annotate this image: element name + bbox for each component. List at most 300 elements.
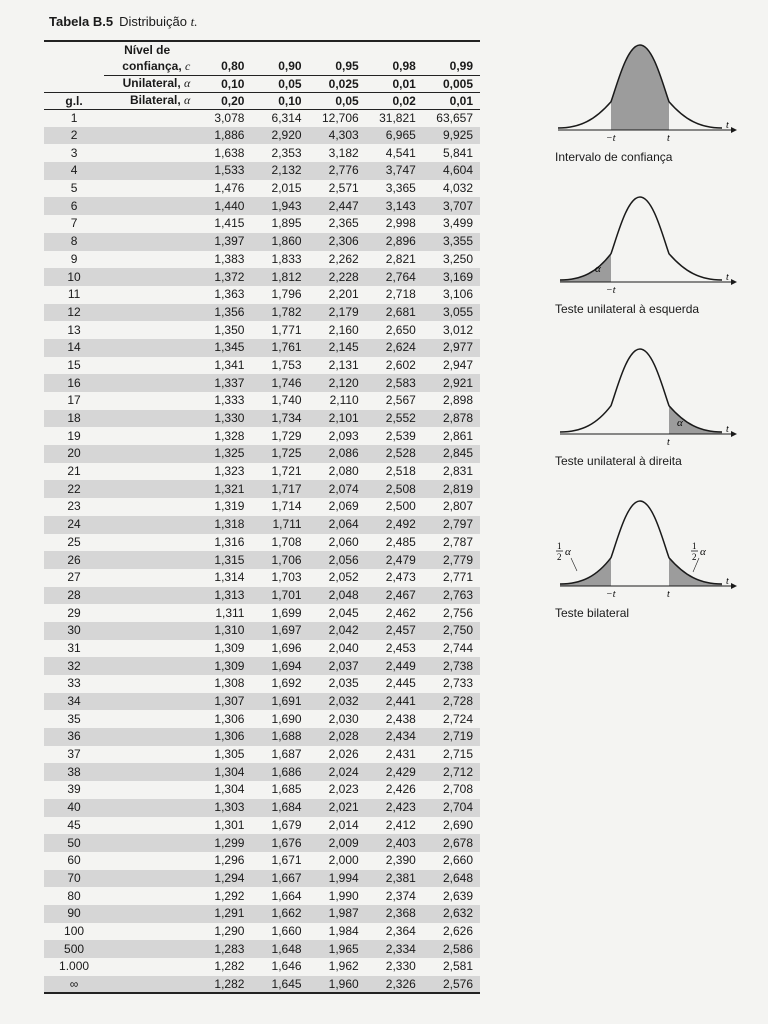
spacer-cell <box>104 534 194 552</box>
spacer-cell <box>104 197 194 215</box>
confidence-interval-diagram <box>555 40 765 164</box>
critical-value-cell: 2,571 <box>328 181 359 196</box>
critical-value-cell: 1,307 <box>194 693 251 711</box>
critical-value-cell: 2,026 <box>328 747 359 762</box>
table-row <box>44 339 480 357</box>
critical-value-cell: 1,679 <box>271 817 302 832</box>
axis-label: t <box>726 120 729 131</box>
spacer-cell <box>104 180 194 198</box>
table-row <box>44 180 480 198</box>
nivel-value: 0,95 <box>335 59 359 74</box>
critical-value-cell: 1,671 <box>271 853 302 868</box>
table-row <box>44 427 480 445</box>
spacer-cell <box>104 445 194 463</box>
critical-value-cell: 3,078 <box>214 110 245 125</box>
table-row <box>44 887 480 905</box>
gl-cell: 39 <box>67 782 81 797</box>
critical-value-cell: 2,374 <box>385 888 416 903</box>
critical-value-cell: 1,316 <box>214 534 245 549</box>
spacer-cell <box>104 604 194 622</box>
spacer-cell <box>104 251 194 269</box>
critical-value-cell: 2,434 <box>366 728 423 746</box>
critical-value-cell: 5,841 <box>442 145 473 160</box>
critical-value-cell: 1,313 <box>194 587 251 605</box>
axis-arrow-icon <box>731 279 737 285</box>
bilateral-diagram <box>555 496 765 620</box>
spacer-cell <box>104 162 194 180</box>
spacer-cell <box>104 799 194 817</box>
gl-cell: 31 <box>67 640 81 655</box>
critical-value-cell: 1,994 <box>309 870 366 888</box>
gl-cell: 38 <box>44 763 104 781</box>
critical-value-cell: 1,965 <box>309 940 366 958</box>
critical-value-cell: 2,845 <box>423 445 480 463</box>
critical-value-cell: 1,796 <box>271 287 302 302</box>
unilateral-value: 0,005 <box>423 75 480 92</box>
critical-value-cell: 1,314 <box>214 570 245 585</box>
critical-value-cell: 2,447 <box>309 197 366 215</box>
page-title <box>49 14 197 30</box>
critical-value-cell: 2,539 <box>385 428 416 443</box>
critical-value-cell: 2,947 <box>442 357 473 372</box>
critical-value-cell: 2,639 <box>442 888 473 903</box>
critical-value-cell: 2,715 <box>442 747 473 762</box>
table-row <box>44 268 480 286</box>
critical-value-cell: 1,291 <box>194 905 251 923</box>
gl-cell: 22 <box>44 480 104 498</box>
pos-t-label: t <box>667 589 670 600</box>
critical-value-cell: 1,638 <box>214 145 245 160</box>
critical-value-cell: 1,318 <box>194 516 251 534</box>
critical-value-cell: 2,262 <box>328 251 359 266</box>
gl-cell: 2 <box>44 127 104 145</box>
critical-value-cell: 2,764 <box>366 268 423 286</box>
axis-label: t <box>726 576 729 587</box>
bell-curve <box>560 197 722 280</box>
table-row <box>44 162 480 180</box>
spacer-cell <box>104 693 194 711</box>
critical-value-cell: 1,415 <box>214 216 245 231</box>
spacer-cell <box>104 357 194 375</box>
table-row <box>44 958 480 976</box>
left-tail-curve-figure <box>555 192 740 300</box>
half-denominator: 2 <box>557 552 562 562</box>
gl-cell: 80 <box>67 888 81 903</box>
alpha-label: α <box>700 546 706 558</box>
critical-value-cell: 1,690 <box>271 711 302 726</box>
gl-cell: 13 <box>67 322 81 337</box>
confianca-label: confiança, c <box>122 58 191 73</box>
gl-cell: 19 <box>67 428 81 443</box>
bell-curve <box>560 501 722 584</box>
critical-value-cell: 2,306 <box>309 233 366 251</box>
gl-cell: 36 <box>44 728 104 746</box>
critical-value-cell: 2,660 <box>442 853 473 868</box>
spacer-cell <box>104 551 194 569</box>
critical-value-cell: 2,624 <box>366 339 423 357</box>
critical-value-cell: 1,761 <box>251 339 308 357</box>
critical-value-cell: 2,145 <box>309 339 366 357</box>
critical-value-cell: 1,694 <box>251 657 308 675</box>
critical-value-cell: 1,337 <box>194 374 251 392</box>
critical-value-cell: 2,021 <box>309 799 366 817</box>
gl-cell: 6 <box>44 197 104 215</box>
gl-cell: 17 <box>67 393 81 408</box>
critical-value-cell: 1,440 <box>194 197 251 215</box>
table-row <box>44 852 480 870</box>
spacer-cell <box>104 870 194 888</box>
critical-value-cell: 1,729 <box>271 428 302 443</box>
table-row <box>44 534 480 552</box>
table-row <box>44 304 480 322</box>
critical-value-cell: 2,368 <box>366 905 423 923</box>
neg-t-label: −t <box>606 133 616 144</box>
spacer-cell <box>104 516 194 534</box>
critical-value-cell: 2,000 <box>328 853 359 868</box>
critical-value-cell: 2,632 <box>423 905 480 923</box>
critical-value-cell: 1,646 <box>271 959 302 974</box>
critical-value-cell: 2,807 <box>442 499 473 514</box>
critical-value-cell: 2,052 <box>328 570 359 585</box>
gl-cell: 21 <box>67 464 81 479</box>
critical-value-cell: 1,987 <box>309 905 366 923</box>
table-row <box>44 551 480 569</box>
critical-value-cell: 2,750 <box>423 622 480 640</box>
critical-value-cell: 1,315 <box>194 551 251 569</box>
header-row-unilateral <box>44 75 480 92</box>
left-tail-shaded-area <box>560 254 611 282</box>
critical-value-cell: 1,397 <box>194 233 251 251</box>
critical-value-cell: 1,305 <box>214 747 245 762</box>
spacer-cell <box>104 817 194 835</box>
critical-value-cell: 2,508 <box>366 480 423 498</box>
critical-value-cell: 2,037 <box>309 657 366 675</box>
critical-value-cell: 2,787 <box>442 534 473 549</box>
table-row <box>44 127 480 145</box>
critical-value-cell: 2,042 <box>309 622 366 640</box>
nivel-value: 0,99 <box>449 59 473 74</box>
neg-t-label: −t <box>606 589 616 600</box>
spacer-cell <box>104 587 194 605</box>
table-row <box>44 410 480 428</box>
spacer-cell <box>104 392 194 410</box>
left-tail-diagram <box>555 192 765 316</box>
alpha-label: α <box>677 417 683 429</box>
critical-value-cell: 2,445 <box>385 676 416 691</box>
critical-value-cell: 3,250 <box>442 251 473 266</box>
critical-value-cell: 4,303 <box>309 127 366 145</box>
critical-value-cell: 2,678 <box>423 834 480 852</box>
critical-value-cell: 1,687 <box>271 747 302 762</box>
critical-value-cell: 2,462 <box>385 605 416 620</box>
spacer-cell <box>104 958 194 976</box>
critical-value-cell: 1,812 <box>251 268 308 286</box>
critical-value-cell: 1,699 <box>271 605 302 620</box>
critical-value-cell: 3,143 <box>366 197 423 215</box>
axis-label: t <box>726 424 729 435</box>
table-row <box>44 781 480 799</box>
spacer-cell <box>104 127 194 145</box>
critical-value-cell: 1,301 <box>214 817 245 832</box>
critical-value-cell: 3,055 <box>423 304 480 322</box>
bilateral-value: 0,02 <box>366 92 423 109</box>
critical-value-cell: 1,296 <box>214 853 245 868</box>
gl-cell: 32 <box>44 657 104 675</box>
critical-value-cell: 2,438 <box>385 711 416 726</box>
critical-value-cell: 2,719 <box>423 728 480 746</box>
critical-value-cell: 2,381 <box>366 870 423 888</box>
spacer-cell <box>104 746 194 764</box>
spacer-cell <box>104 569 194 587</box>
critical-value-cell: 2,821 <box>385 251 416 266</box>
critical-value-cell: 2,101 <box>309 410 366 428</box>
gl-cell: 500 <box>44 940 104 958</box>
table-row <box>44 321 480 339</box>
alpha-label: α <box>565 546 571 558</box>
critical-value-cell: 1,734 <box>251 410 308 428</box>
table-row <box>44 516 480 534</box>
spacer-cell <box>104 887 194 905</box>
critical-value-cell: 1,292 <box>214 888 245 903</box>
confidence-caption: Intervalo de confiança <box>555 150 673 164</box>
critical-value-cell: 1,309 <box>214 640 245 655</box>
axis-arrow-icon <box>731 583 737 589</box>
critical-value-cell: 2,500 <box>385 499 416 514</box>
critical-value-cell: 2,896 <box>366 233 423 251</box>
critical-value-cell: 1,283 <box>194 940 251 958</box>
critical-value-cell: 1,356 <box>194 304 251 322</box>
header-row-nivel-1 <box>44 41 480 58</box>
critical-value-cell: 2,014 <box>328 817 359 832</box>
critical-value-cell: 2,485 <box>385 534 416 549</box>
critical-value-cell: 2,576 <box>423 976 480 994</box>
critical-value-cell: 63,657 <box>436 110 473 125</box>
critical-value-cell: 2,048 <box>309 587 366 605</box>
critical-value-cell: 3,355 <box>423 233 480 251</box>
critical-value-cell: 3,182 <box>328 145 359 160</box>
header-row-nivel-2 <box>44 58 480 75</box>
unilateral-value: 0,025 <box>309 75 366 92</box>
table-row <box>44 834 480 852</box>
critical-value-cell: 2,069 <box>328 499 359 514</box>
critical-value-cell: 2,718 <box>385 287 416 302</box>
critical-value-cell: 2,056 <box>309 551 366 569</box>
critical-value-cell: 2,552 <box>366 410 423 428</box>
critical-value-cell: 2,602 <box>385 357 416 372</box>
critical-value-cell: 1,706 <box>251 551 308 569</box>
table-row <box>44 569 480 587</box>
gl-cell: 37 <box>67 747 81 762</box>
critical-value-cell: 1,753 <box>271 357 302 372</box>
critical-value-cell: 1,984 <box>328 923 359 938</box>
spacer-cell <box>104 852 194 870</box>
critical-value-cell: 1,860 <box>251 233 308 251</box>
gl-cell: 33 <box>67 676 81 691</box>
critical-value-cell: 2,453 <box>385 640 416 655</box>
table-row <box>44 693 480 711</box>
half-numerator: 1 <box>557 541 562 551</box>
critical-value-cell: 1,701 <box>251 587 308 605</box>
critical-value-cell: 2,518 <box>385 464 416 479</box>
unilateral-value: 0,01 <box>366 75 423 92</box>
critical-value-cell: 3,499 <box>442 216 473 231</box>
table-row <box>44 463 480 481</box>
gl-cell: 1 <box>70 110 78 125</box>
critical-value-cell: 1,282 <box>214 959 245 974</box>
critical-value-cell: 2,831 <box>442 464 473 479</box>
critical-value-cell: 4,541 <box>385 145 416 160</box>
gl-cell: 40 <box>44 799 104 817</box>
critical-value-cell: 2,110 <box>329 393 359 408</box>
bilateral-value: 0,20 <box>194 92 251 109</box>
spacer-cell <box>104 304 194 322</box>
critical-value-cell: 1,692 <box>271 676 302 691</box>
gl-cell: 70 <box>44 870 104 888</box>
gl-cell: 10 <box>44 268 104 286</box>
critical-value-cell: 3,012 <box>442 322 473 337</box>
table-row <box>44 817 480 835</box>
critical-value-cell: 2,473 <box>385 570 416 585</box>
table-row <box>44 640 480 658</box>
critical-value-cell: 2,581 <box>442 959 473 974</box>
spacer-cell <box>104 905 194 923</box>
critical-value-cell: 2,131 <box>328 357 359 372</box>
leader-line <box>571 558 577 571</box>
critical-value-cell: 2,064 <box>309 516 366 534</box>
critical-value-cell: 2,681 <box>366 304 423 322</box>
critical-value-cell: 2,009 <box>309 834 366 852</box>
unilateral-label: Unilateral, α <box>104 75 194 92</box>
critical-value-cell: 2,032 <box>309 693 366 711</box>
axis-label: t <box>726 272 729 283</box>
critical-value-cell: 2,080 <box>328 464 359 479</box>
gl-cell: 16 <box>44 374 104 392</box>
critical-value-cell: 1,306 <box>214 711 245 726</box>
header-row-bilateral <box>44 92 480 109</box>
table-label: Tabela B.5 <box>49 14 114 29</box>
critical-value-cell: 1,962 <box>328 959 359 974</box>
critical-value-cell: 2,326 <box>366 976 423 994</box>
spacer-cell <box>104 498 194 516</box>
critical-value-cell: 1,309 <box>194 657 251 675</box>
critical-value-cell: 2,353 <box>271 145 302 160</box>
critical-value-cell: 1,306 <box>194 728 251 746</box>
critical-value-cell: 2,030 <box>328 711 359 726</box>
critical-value-cell: 1,476 <box>214 181 245 196</box>
nivel-value: 0,98 <box>392 59 416 74</box>
critical-value-cell: 2,412 <box>385 817 416 832</box>
table-row <box>44 197 480 215</box>
critical-value-cell: 1,350 <box>214 322 245 337</box>
spacer-cell <box>104 675 194 693</box>
critical-value-cell: 2,528 <box>366 445 423 463</box>
spacer-cell <box>104 321 194 339</box>
half-denominator: 2 <box>692 552 697 562</box>
spacer-cell <box>104 657 194 675</box>
critical-value-cell: 2,878 <box>423 410 480 428</box>
table-row <box>44 233 480 251</box>
critical-value-cell: 2,334 <box>366 940 423 958</box>
table-row <box>44 251 480 269</box>
pos-t-label: t <box>667 437 670 448</box>
gl-cell: 28 <box>44 587 104 605</box>
spacer-cell <box>104 463 194 481</box>
critical-value-cell: 2,457 <box>366 622 423 640</box>
gl-cell: 12 <box>44 304 104 322</box>
gl-cell: 24 <box>44 516 104 534</box>
critical-value-cell: 1,345 <box>194 339 251 357</box>
spacer-cell <box>104 339 194 357</box>
table-row <box>44 392 480 410</box>
critical-value-cell: 2,567 <box>385 393 416 408</box>
spacer-cell <box>104 976 194 994</box>
spacer-cell <box>104 480 194 498</box>
pos-t-label: t <box>667 133 670 144</box>
bilateral-label: Bilateral, α <box>104 92 194 109</box>
critical-value-cell: 2,724 <box>442 711 473 726</box>
nivel-value: 0,90 <box>278 59 302 74</box>
gl-header: g.l. <box>44 92 104 109</box>
gl-cell: 90 <box>44 905 104 923</box>
critical-value-cell: 1,660 <box>271 923 302 938</box>
table-row <box>44 604 480 622</box>
gl-cell: 3 <box>70 145 78 160</box>
critical-value-cell: 2,024 <box>309 763 366 781</box>
critical-value-cell: 1,697 <box>251 622 308 640</box>
critical-value-cell: 1,341 <box>214 357 245 372</box>
bilateral-value: 0,10 <box>251 92 308 109</box>
critical-value-cell: 2,093 <box>328 428 359 443</box>
table-row <box>44 870 480 888</box>
table-row <box>44 657 480 675</box>
spacer-cell <box>104 781 194 799</box>
critical-value-cell: 2,744 <box>442 640 473 655</box>
critical-value-cell: 1,299 <box>194 834 251 852</box>
critical-value-cell: 2,028 <box>309 728 366 746</box>
t-distribution-table <box>44 40 480 994</box>
gl-cell: 9 <box>70 251 78 266</box>
critical-value-cell: 2,431 <box>385 747 416 762</box>
critical-value-cell: 2,763 <box>423 587 480 605</box>
critical-value-cell: 2,492 <box>366 516 423 534</box>
critical-value-cell: 1,685 <box>271 782 302 797</box>
critical-value-cell: 2,479 <box>366 551 423 569</box>
critical-value-cell: 2,201 <box>328 287 359 302</box>
critical-value-cell: 2,756 <box>442 605 473 620</box>
bilateral-value: 0,01 <box>423 92 480 109</box>
critical-value-cell: 2,023 <box>328 782 359 797</box>
gl-cell: 27 <box>67 570 81 585</box>
confidence-curve-figure <box>555 40 740 148</box>
critical-value-cell: 2,120 <box>309 374 366 392</box>
critical-value-cell: 1,740 <box>271 393 302 408</box>
critical-value-cell: 4,032 <box>442 181 473 196</box>
critical-value-cell: 1,383 <box>214 251 245 266</box>
critical-value-cell: 2,690 <box>442 817 473 832</box>
axis-arrow-icon <box>731 127 737 133</box>
spacer-cell <box>104 940 194 958</box>
critical-value-cell: 2,626 <box>442 923 473 938</box>
spacer-cell <box>104 109 194 127</box>
critical-value-cell: 2,738 <box>423 657 480 675</box>
spacer-cell <box>104 268 194 286</box>
table-row <box>44 498 480 516</box>
spacer-cell <box>104 374 194 392</box>
critical-value-cell: 2,160 <box>328 322 359 337</box>
critical-value-cell: 1,960 <box>309 976 366 994</box>
critical-value-cell: 2,861 <box>442 428 473 443</box>
critical-value-cell: 3,707 <box>423 197 480 215</box>
